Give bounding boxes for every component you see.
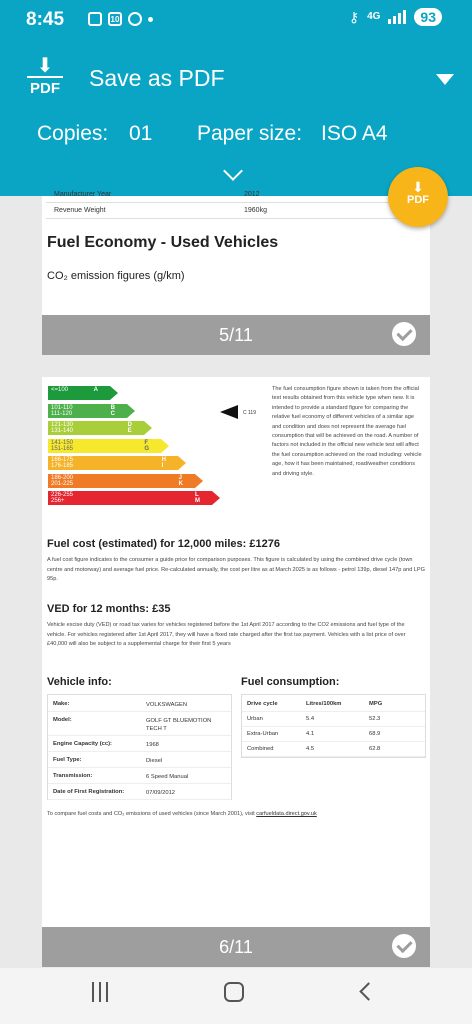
table-cell-label: Date of First Registration: — [53, 789, 125, 795]
energy-band-range: 141-150 151-165 — [51, 439, 74, 452]
section-subtitle: CO₂ emission figures (g/km) — [47, 270, 185, 282]
page-selected-check-icon[interactable] — [392, 934, 416, 958]
table-row — [48, 753, 231, 768]
vehicle-info-table — [47, 694, 232, 800]
table-cell-value: 07/09/2012 — [146, 790, 176, 796]
status-bar — [0, 0, 472, 38]
expand-options-chevron-icon[interactable] — [223, 161, 243, 181]
ved-text: Vehicle excise duty (VED) or road tax varies for vehicles registered before the 1st April 2017 according to the CO2 emissions and fuel type of the vehicle. For vehicles registered after 1st April 2017, they will have a fixed rate charged after the first tax payment. Vehicles with a list price of over £40,000 will also be subject to a supplemental charge for their first 5 years — [47, 622, 406, 648]
ved-heading: VED for 12 months: £35 — [47, 603, 171, 615]
system-nav-bar — [0, 968, 472, 1024]
energy-band-range: 226-255 256+ — [51, 492, 74, 504]
paper-size-label: Paper size: — [197, 122, 303, 145]
table-cell-value: GOLF GT BLUEMOTION TECH T — [146, 718, 212, 732]
energy-band — [48, 404, 127, 418]
gallery-notification-icon — [88, 12, 102, 26]
table-row — [48, 769, 231, 784]
current-rating-label: C 119 — [243, 410, 256, 416]
fuel-consumption-table — [241, 694, 426, 758]
energy-band-range: 121-130 131-140 — [51, 422, 74, 434]
page-number: 6/11 — [219, 937, 253, 957]
table-row — [48, 785, 231, 800]
fuel-cost-text: A fuel cost figure indicates to the consumer a guide price for comparison purposes. This figure is calculated by using the combined drive cycle (town centre and motorway) and average fuel price. Re-calculated annually, the cost per litre as at March 2025 is as follows - petrol 139p, diesel 147p and LPG 95p. — [47, 557, 425, 583]
energy-band — [48, 439, 161, 453]
page-number: 5/11 — [219, 325, 253, 345]
energy-band-range: 166-175 176-185 — [51, 457, 74, 469]
energy-band-letter: H I — [161, 457, 166, 469]
download-pdf-button[interactable]: ⬇ PDF — [388, 167, 448, 227]
energy-description: The fuel consumption figure shown is taken from the official test results obtained from this vehicle type when new. It is intended to provide a standard figure for comparing the relative fuel economy of different vehicles of a similar age and condition and does not represent the average fuel consumption that will be achieved on the road. A number of factors not included in the official new vehicle test will affect the fuel consumption achieved on the road including: vehicle age, how it has been maintained, road/weather conditions and driving style. — [272, 386, 422, 477]
table-cell: Combined — [247, 746, 274, 752]
table-cell: 5.4 — [306, 716, 315, 722]
energy-band-range: <=100 — [51, 387, 69, 393]
energy-band — [48, 386, 110, 400]
energy-band-range: 101-110 111-120 — [51, 404, 73, 417]
table-row — [48, 713, 231, 736]
energy-band-letter: B C — [110, 404, 115, 417]
energy-band — [48, 474, 195, 488]
energy-band-letter: D E — [127, 422, 132, 434]
printer-destination[interactable]: Save as PDF — [89, 65, 225, 91]
energy-band-letter: L M — [195, 492, 200, 504]
carfueldata-link[interactable]: carfueldata.direct.gov.uk — [256, 811, 317, 817]
table-header-cell: Litres/100km — [306, 701, 342, 707]
table-cell: 4.5 — [306, 746, 315, 752]
table-row — [48, 737, 231, 752]
table-cell-value: 1968 — [146, 742, 159, 748]
table-cell-value: VOLKSWAGEN — [146, 702, 188, 708]
fuel-cost-heading: Fuel cost (estimated) for 12,000 miles: £1276 — [47, 538, 280, 550]
table-cell: Extra-Urban — [247, 731, 279, 737]
destination-dropdown-icon[interactable] — [436, 74, 454, 85]
table-cell: 62.8 — [369, 746, 381, 752]
energy-band-letter: F G — [144, 439, 149, 452]
table-row — [48, 697, 231, 712]
page-selected-check-icon[interactable] — [392, 322, 416, 346]
table-row — [242, 742, 425, 757]
table-cell-value: Diesel — [146, 758, 163, 764]
table-cell-value: 6 Speed Manual — [146, 774, 189, 780]
table-cell-label: Fuel Type: — [53, 757, 82, 763]
table-row — [242, 712, 425, 727]
page-5-bar[interactable] — [42, 315, 430, 355]
table-cell-label: Make: — [53, 701, 70, 707]
download-icon: ⬇ — [412, 179, 424, 195]
table-cell: 68.9 — [369, 731, 381, 737]
table-header-cell: MPG — [369, 701, 383, 707]
table-row: Manufacturer Year 2012 — [46, 188, 430, 203]
battery-level: 93 — [414, 8, 442, 26]
energy-band-range: 186-200 201-225 — [51, 474, 74, 487]
network-type: 4G — [367, 11, 381, 22]
footer-note: To compare fuel costs and CO₂ emissions of used vehicles (since March 2001), visit carfueldata.direct.gov.uk — [47, 811, 317, 817]
copies-value[interactable]: 01 — [129, 122, 153, 145]
home-icon[interactable] — [224, 982, 244, 1002]
energy-band — [48, 421, 144, 435]
section-title: Fuel Economy - Used Vehicles — [47, 234, 279, 251]
table-cell-label: Model: — [53, 717, 72, 723]
table-header-cell: Drive cycle — [247, 701, 278, 707]
pdf-download-icon: ⬇ PDF — [27, 56, 63, 100]
current-rating-arrow-icon — [220, 405, 238, 419]
table-cell: Urban — [247, 716, 263, 722]
energy-band-letter: J K — [178, 474, 183, 487]
table-row — [242, 727, 425, 742]
vpn-key-icon: ⚷ — [348, 8, 360, 25]
more-notifications-dot-icon — [148, 17, 153, 22]
preview-page-6 — [42, 377, 430, 927]
whatsapp-notification-icon — [128, 12, 142, 26]
notification-icons — [88, 12, 153, 26]
copies-label: Copies: — [37, 122, 109, 145]
status-time: 8:45 — [26, 9, 65, 30]
page-6-bar[interactable] — [42, 927, 430, 967]
paper-size-value[interactable]: ISO A4 — [321, 122, 388, 145]
table-header-row — [242, 697, 425, 712]
vehicle-info-heading: Vehicle info: — [47, 676, 112, 688]
table-cell: 52.3 — [369, 716, 381, 722]
signal-icon — [388, 10, 406, 24]
energy-band-letter: A — [93, 387, 98, 393]
energy-band — [48, 491, 212, 505]
table-cell-label: Transmission: — [53, 773, 93, 779]
table-cell: 4.1 — [306, 731, 315, 737]
back-icon[interactable] — [359, 982, 377, 1000]
energy-band — [48, 456, 178, 470]
table-row: Revenue Weight 1960kg — [46, 204, 430, 219]
calendar-notification-icon: 10 — [108, 12, 122, 26]
table-cell-label: Engine Capacity (cc): — [53, 741, 112, 747]
recents-icon[interactable] — [92, 982, 108, 1002]
system-icons — [349, 8, 442, 26]
fuel-consumption-heading: Fuel consumption: — [241, 676, 340, 688]
